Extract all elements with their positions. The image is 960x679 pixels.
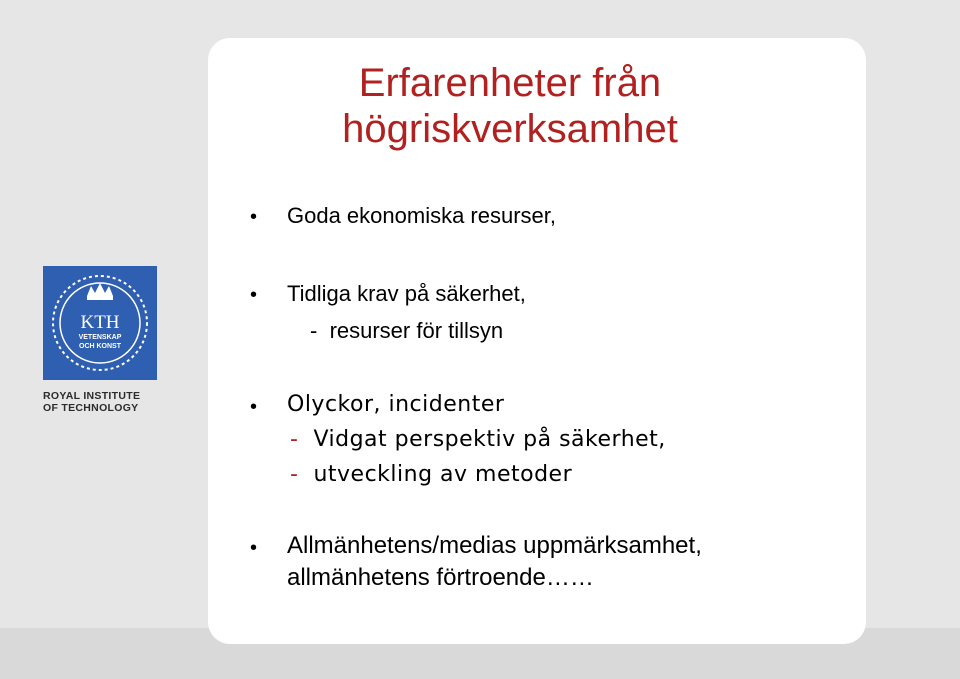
logo-caption — [43, 390, 163, 414]
bullet-icon: • — [250, 537, 258, 559]
logo-caption-line-2: OF TECHNOLOGY — [43, 402, 139, 414]
dash-marker: - — [290, 427, 299, 452]
dash-marker: - — [290, 462, 299, 487]
bullet-3-text: Olyckor, incidenter — [287, 392, 505, 417]
bullet-3-sub-2 — [290, 462, 572, 487]
bullet-icon: • — [250, 396, 258, 418]
bullet-2-sub-1 — [310, 318, 503, 344]
slide-title — [300, 60, 720, 152]
bullet-1-text: Goda ekonomiska resurser, — [287, 203, 557, 228]
emblem-sub-text-2: OCH KONST — [79, 343, 121, 350]
bullet-3-sub-2-text: utveckling av metoder — [313, 462, 573, 487]
bullet-icon: • — [250, 284, 258, 306]
bullet-3-sub-1-text: Vidgat perspektiv på säkerhet, — [313, 427, 666, 452]
logo-caption-line-1: ROYAL INSTITUTE — [43, 390, 141, 402]
title-line-2: högriskverksamhet — [342, 107, 678, 151]
bullet-3-sub-1 — [290, 427, 666, 452]
bullet-4-text: Allmänhetens/medias uppmärksamhet, — [287, 532, 702, 559]
bullet-4-text-line-2: allmänhetens förtroende…… — [287, 564, 594, 591]
title-line-1: Erfarenheter från — [358, 61, 662, 105]
bullet-icon: • — [250, 206, 258, 228]
bullet-2-sub-1-text: resurser för tillsyn — [329, 318, 504, 343]
kth-emblem-icon — [43, 266, 157, 380]
dash-marker: - — [310, 318, 318, 343]
bullet-2-text: Tidliga krav på säkerhet, — [287, 281, 526, 306]
kth-logo — [43, 266, 157, 380]
emblem-main-text: KTH — [80, 312, 120, 333]
emblem-sub-text-1: VETENSKAP — [78, 334, 122, 341]
